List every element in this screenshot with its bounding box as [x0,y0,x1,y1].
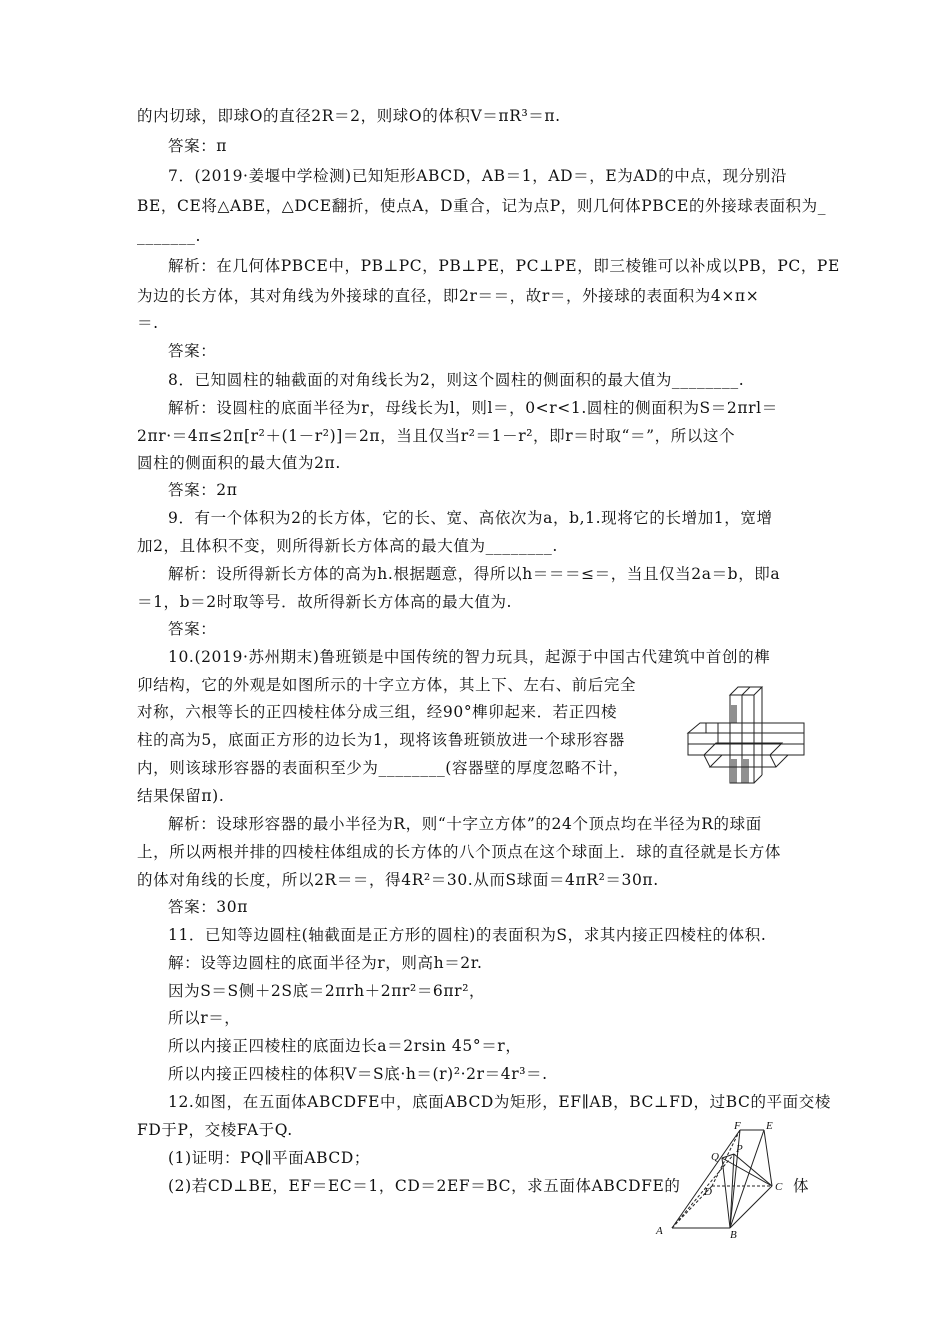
text-line: 答案：2π [168,481,238,499]
text-line: 答案：30π [168,898,249,916]
text-line: 结果保留π). [137,787,225,805]
label-q: Q [711,1151,719,1163]
text-line: 解析：设圆柱的底面半径为r，母线长为l，则l＝，0<r<1.圆柱的侧面积为S＝2πrl＝ [168,399,778,417]
text-line: BE，CE将△ABE，△DCE翻折，使点A，D重合，记为点P，则几何体PBCE的外接球表面积为_ [137,197,827,215]
label-a: A [656,1225,663,1237]
text-line: FD于P，交棱FA于Q. [137,1121,293,1139]
text-line: 10.(2019·苏州期末)鲁班锁是中国传统的智力玩具，起源于中国古代建筑中首创的榫 [168,648,771,666]
text-line: 加2，且体积不变，则所得新长方体高的最大值为________. [137,537,558,555]
text-line: 上，所以两根并排的四棱柱体组成的长方体的八个顶点在这个球面上．球的直径就是长方体 [137,843,782,861]
label-d: D [704,1186,712,1198]
text-line: 解：设等边圆柱的底面半径为r，则高h＝2r. [168,954,483,972]
text-line: 12.如图，在五面体ABCDFE中，底面ABCD为矩形，EF∥AB，BC⊥FD，过BC的平面交棱 [168,1093,831,1111]
text-line: 答案：π [168,137,228,155]
text-line: 答案： [168,620,217,638]
text-line: 解析：设所得新长方体的高为h.根据题意，得所以h＝＝＝≤＝，当且仅当2a＝b，即a [168,565,781,583]
text-line: 为边的长方体，其对角线为外接球的直径，即2r＝＝，故r＝，外接球的表面积为4×π× [137,287,760,305]
text-line: ＝. [137,314,159,332]
text-line: 解析：在几何体PBCE中，PB⊥PC，PB⊥PE，PC⊥PE，即三棱锥可以补成以PB，PC，PE [168,257,840,275]
text-line: 对称，六根等长的正四棱柱体分成三组，经90°榫卯起来．若正四棱 [137,703,618,721]
text-line: 2πr·＝4π≤2π[r²＋(1－r²)]＝2π，当且仅当r²＝1－r²，即r＝时取“＝”，所以这个 [137,427,736,445]
text-line: 所以内接正四棱柱的体积V＝S底·h＝(r)²·2r＝4r³＝. [168,1065,548,1083]
text-line: _______. [137,227,201,245]
text-line: 体 [793,1177,810,1195]
text-line: 柱的高为5，底面正方形的边长为1，现将该鲁班锁放进一个球形容器 [137,731,625,749]
text-line: (2)若CD⊥BE，EF＝EC＝1，CD＝2EF＝BC，求五面体ABCDFE的 [168,1177,681,1195]
luban-lock-figure [686,683,806,801]
label-c: C [775,1181,783,1193]
text-line: 因为S＝S侧＋2S底＝2πrh＋2πr²＝6πr²， [168,982,486,1000]
pentahedron-figure [652,1120,792,1240]
text-line: 9．有一个体积为2的长方体，它的长、宽、高依次为a，b,1.现将它的长增加1，宽增 [168,509,773,527]
text-line: 内，则该球形容器的表面积至少为________(容器壁的厚度忽略不计， [137,759,630,777]
label-p: P [736,1143,743,1155]
text-line: 8．已知圆柱的轴截面的对角线长为2，则这个圆柱的侧面积的最大值为________. [168,371,745,389]
text-line: 的内切球，即球O的直径2R＝2，则球O的体积V＝πR³＝π. [137,107,561,125]
text-line: 卯结构，它的外观是如图所示的十字立方体，其上下、左右、前后完全 [137,676,637,694]
text-line: 所以r＝， [168,1009,241,1027]
label-f: F [734,1120,741,1132]
text-line: 答案： [168,342,217,360]
text-line: 所以内接正四棱柱的底面边长a＝2rsin 45°＝r， [168,1037,522,1055]
text-line: 解析：设球形容器的最小半径为R，则“十字立方体”的24个顶点均在半径为R的球面 [168,815,762,833]
text-line: ＝1，b＝2时取等号．故所得新长方体高的最大值为. [137,593,513,611]
text-line: 圆柱的侧面积的最大值为2π. [137,454,341,472]
label-b: B [730,1229,737,1240]
text-line: 7．(2019·姜堰中学检测)已知矩形ABCD，AB＝1，AD＝，E为AD的中点，现分别沿 [168,167,787,185]
text-line: 的体对角线的长度，所以2R＝＝，得4R²＝30.从而S球面＝4πR²＝30π. [137,871,659,889]
text-line: (1)证明：PQ∥平面ABCD； [168,1149,371,1167]
label-e: E [766,1120,773,1132]
text-line: 11．已知等边圆柱(轴截面是正方形的圆柱)的表面积为S，求其内接正四棱柱的体积. [168,926,767,944]
